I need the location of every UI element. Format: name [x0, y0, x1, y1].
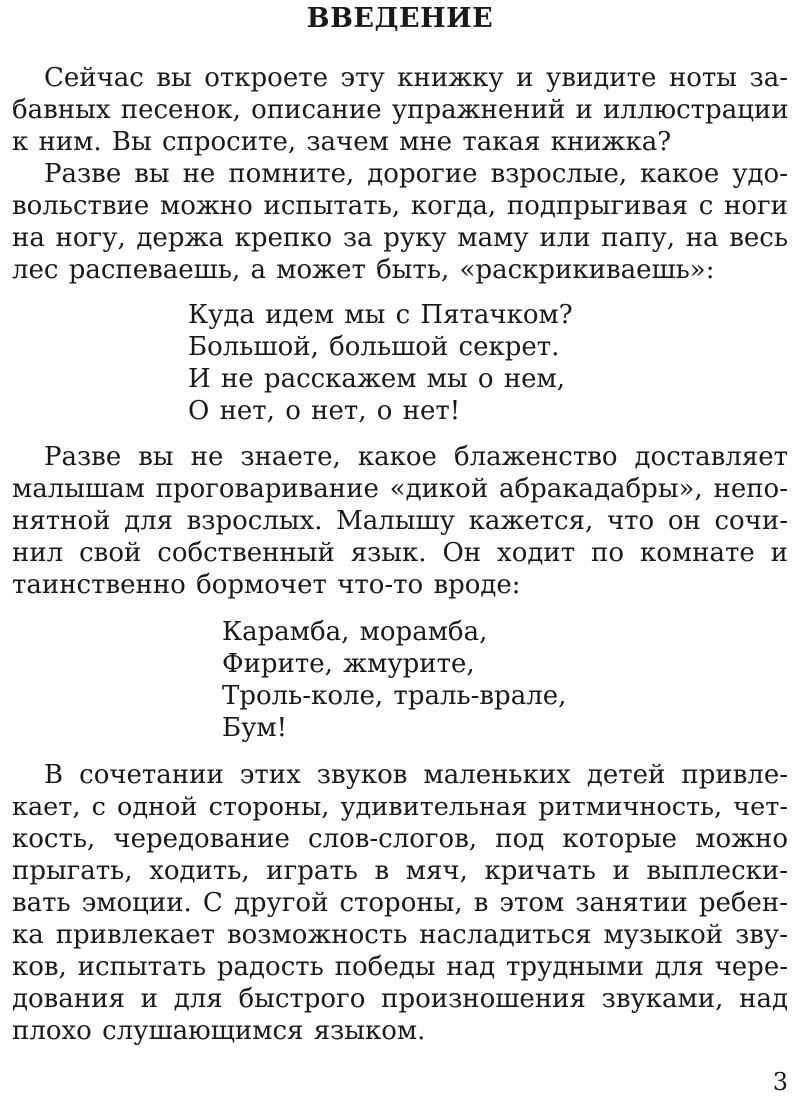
text-line: Разве вы не помните, дорогие взрослые, какое удо- — [44, 159, 788, 189]
text-line: нятной для взрослых. Малышу кажется, что он сочи- — [12, 506, 788, 536]
text-line: на ногу, держа крепко за руку маму или папу, на весь — [12, 223, 788, 253]
text-line: вольствие можно испытать, когда, подпрыгивая с ноги — [12, 191, 788, 221]
text-line: таинственно бормочет что-то вроде: — [12, 570, 521, 600]
text-line: кость, чередование слов-слогов, под которые можно — [12, 824, 788, 854]
text-line: малышам проговаривание «дикой абракадабры», непо- — [12, 474, 788, 504]
text-line: В сочетании этих звуков маленьких детей привле- — [44, 760, 788, 790]
text-line: к ним. Вы спросите, зачем мне такая книжка? — [12, 127, 672, 157]
text-line: ка привлекает возможность насладиться музыкой зву- — [12, 920, 788, 950]
text-line: прыгать, ходить, играть в мяч, кричать и выплески- — [12, 856, 788, 886]
text-line: вать эмоции. С другой стороны, в этом занятии ребен- — [12, 888, 788, 918]
text-line: плохо слушающимся языком. — [12, 1016, 426, 1046]
verse-line: Большой, большой секрет. — [188, 332, 560, 362]
text-line: лес распеваешь, а может быть, «раскрикиваешь»: — [12, 255, 715, 285]
verse-line: О нет, о нет, о нет! — [188, 396, 461, 426]
verse-line: Фирите, жмурите, — [222, 649, 475, 679]
text-line: дования и для быстрого произношения звуками, над — [12, 984, 788, 1014]
text-line: кает, с одной стороны, удивительная ритмичность, чет- — [12, 792, 788, 822]
page-number: 3 — [772, 1068, 788, 1096]
verse-line: И не расскажем мы о нем, — [188, 364, 566, 394]
chapter-title: ВВЕДЕНИЕ — [306, 3, 494, 34]
text-line: Сейчас вы откроете эту книжку и увидите ноты за- — [44, 63, 788, 93]
text-line: Разве вы не знаете, какое блаженство доставляет — [44, 442, 788, 472]
verse-line: Куда идем мы с Пятачком? — [188, 300, 573, 330]
text-line: бавных песенок, описание упражнений и иллюстрации — [12, 95, 789, 125]
verse-line: Карамба, морамба, — [222, 617, 488, 647]
verse-line: Троль-коле, траль-врале, — [222, 681, 567, 711]
text-line: ков, испытать радость победы над трудными для чере- — [12, 952, 788, 982]
verse-line: Бум! — [222, 713, 288, 743]
text-line: нил свой собственный язык. Он ходит по комнате и — [12, 538, 788, 568]
